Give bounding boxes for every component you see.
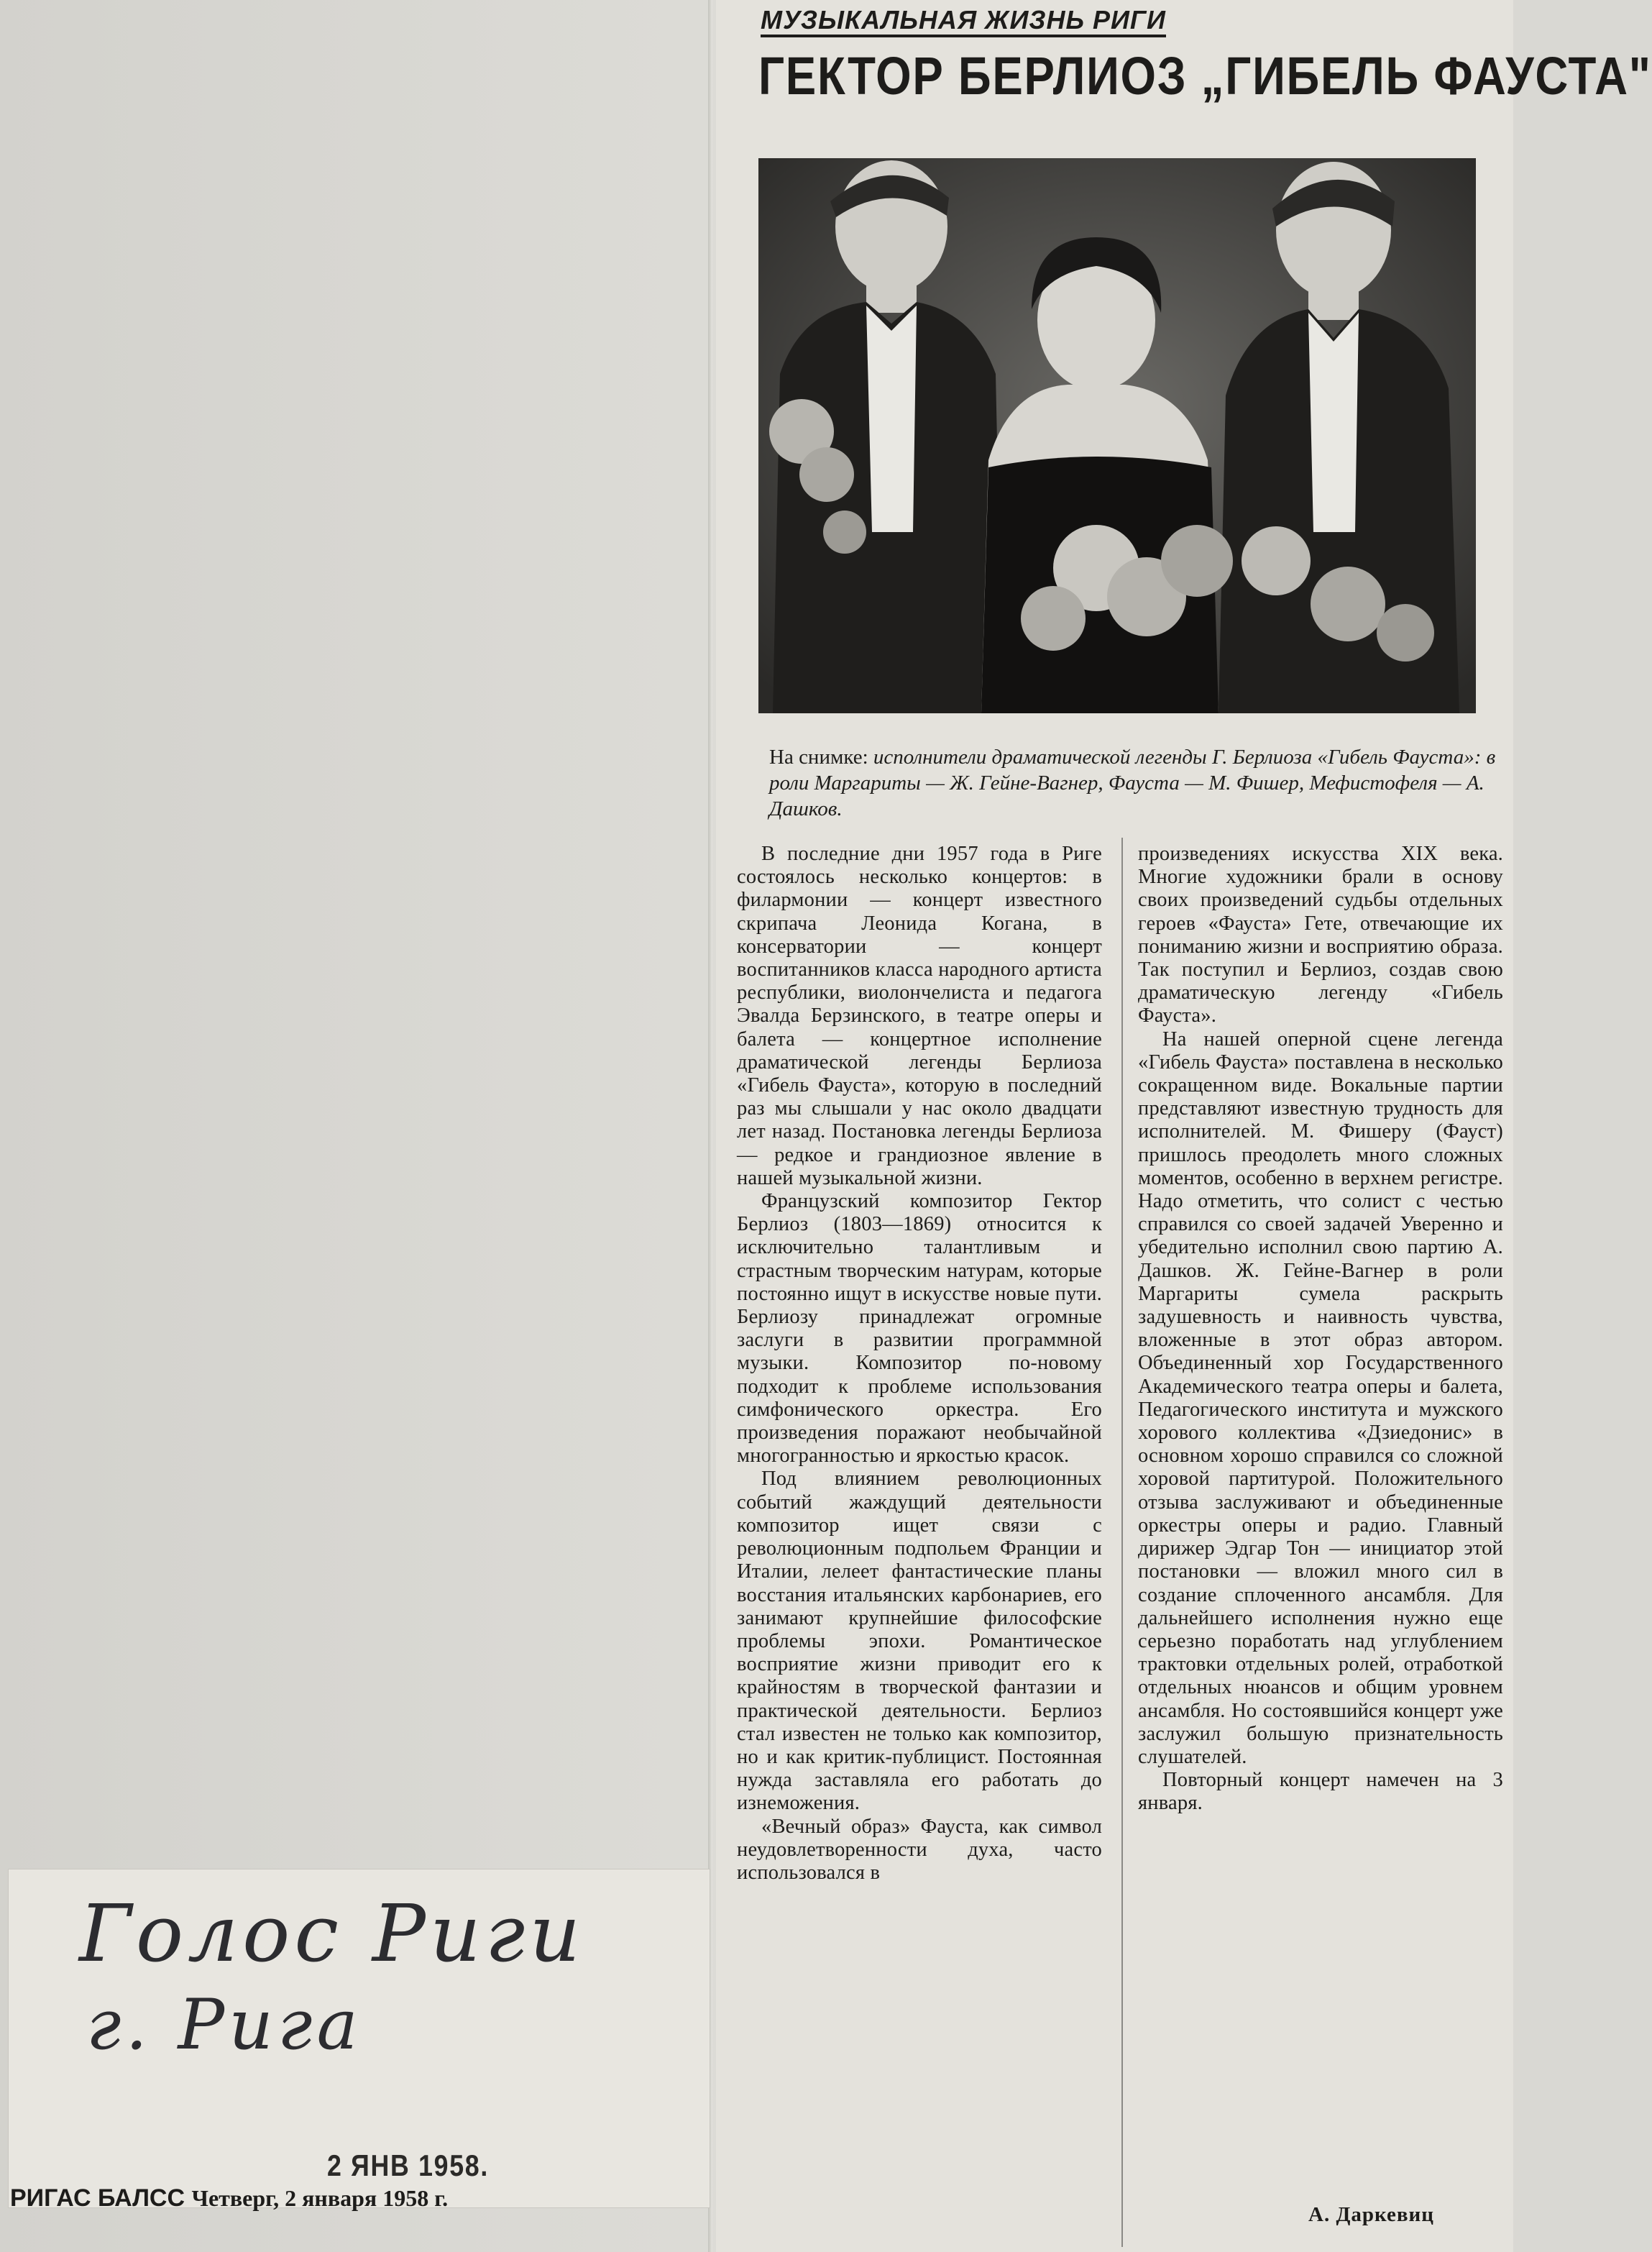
performers-photo <box>758 158 1476 713</box>
handwritten-source: Голос Риги <box>79 1887 585 1979</box>
paragraph: В последние дни 1957 года в Риге состоялось несколько концертов: в филармонии — концерт известного скрипача Леонида Когана, в консерватории — концерт воспитанников класса народного артиста республики, виолончелиста и педагога Эвалда Берзинского, в театре оперы и балета — концертное исполнение драматической легенды Берлиоза «Гибель Фауста», которую в последний раз мы слышали у нас около двадцати лет назад. Постановка легенды Берлиоза — редкое и грандиозное явление в нашей музыкальной жизни. <box>737 843 1102 1189</box>
masthead-name: РИГАС БАЛСС <box>10 2184 185 2212</box>
article-headline: ГЕКТОР БЕРЛИОЗ „ГИБЕЛЬ ФАУСТА" <box>758 46 1652 106</box>
paragraph: На нашей оперной сцене легенда «Гибель Фауста» поставлена в несколько сокращенном виде. Вокальные партии представляют известную трудность для исполнителей. М. Фишеру (Фауст) пришлось преодолеть много сложных моментов, особенно в верхнем регистре. Надо отметить, что солист с честью справился со своей задачей Уверенно и убедительно исполнил свою партию А. Дашков. Ж. Гейне-Вагнер в роли Маргариты сумела раскрыть задушевность и наивность чувства, вложенные в этот образ автором. Объединенный хор Государственного Академического театра оперы и балета, Педагогического института и мужского хорового коллектива «Дзиедонис» в основном хорошо справился со сложной хоровой партитурой. Положительного отзыва заслуживают и объединенные оркестры оперы и радио. Главный дирижер Эдгар Тон — инициатор этой постановки — вложил много сил в создание сплоченного ансамбля. Для дальнейшего исполнения нужно еще серьезно поработать над углублением трактовки отдельных ролей, отработкой отдельных нюансов и общим уровнем ансамбля. Но состоявшийся концерт уже заслужил большую признательность слушателей. <box>1138 1027 1503 1768</box>
article-column-left <box>737 843 1102 1885</box>
photo-caption <box>769 744 1502 822</box>
paragraph: Под влиянием революционных событий жаждущий деятельности композитор ищет связи с революционным подпольем Франции и Италии, лелеет фантастические планы восстания итальянских карбонариев, его занимают крупнейшие философские проблемы эпохи. Романтическое восприятие жизни приводит его к крайностям в творческой фантазии и практической деятельности. Берлиоз стал известен не только как композитор, но и как критик-публицист. Постоянная нужда заставляла его работать до изнеможения. <box>737 1468 1102 1815</box>
caption-text: исполнители драматической легенды Г. Берлиоза «Гибель Фауста»: в роли Маргариты — Ж. Гейне-Вагнер, Фауста — М. Фишер, Мефистофеля — А. Дашков. <box>769 746 1496 820</box>
section-rubric: МУЗЫКАЛЬНАЯ ЖИЗНЬ РИГИ <box>761 6 1166 37</box>
paragraph: «Вечный образ» Фауста, как символ неудовлетворенности духа, часто использовался в <box>737 1815 1102 1884</box>
article-column-right <box>1138 843 1503 1816</box>
author-signature: А. Даркевиц <box>1308 2203 1434 2226</box>
paragraph: Повторный концерт намечен на 3 января. <box>1138 1769 1503 1815</box>
handwritten-city: г. Рига <box>86 1985 362 2065</box>
caption-lead: На снимке: <box>769 746 868 769</box>
date-stamp: 2 ЯНВ 1958. <box>327 2148 489 2182</box>
paragraph: произведениях искусства XIX века. Многие художники брали в основу своих произведений судьбы отдельных героев «Фауста» Гете, отвечающие их пониманию жизни и восприятию образа. Так поступил и Берлиоз, создав свою драматическую легенду «Гибель Фауста». <box>1138 843 1503 1027</box>
paragraph: Французский композитор Гектор Берлиоз (1803—1869) относится к исключительно талантливым и страстным творческим натурам, которые постоянно ищут в искусстве новые пути. Берлиозу принадлежат огромные заслуги в развитии программной музыки. Композитор по-новому подходит к проблеме использования симфонического оркестра. Его произведения поражают необычайной многогранностью и яркостью красок. <box>737 1190 1102 1468</box>
masthead-date: Четверг, 2 января 1958 г. <box>191 2185 449 2211</box>
photo-illustration <box>758 158 1476 713</box>
column-divider <box>1121 838 1123 2247</box>
newspaper-masthead <box>10 2184 448 2212</box>
